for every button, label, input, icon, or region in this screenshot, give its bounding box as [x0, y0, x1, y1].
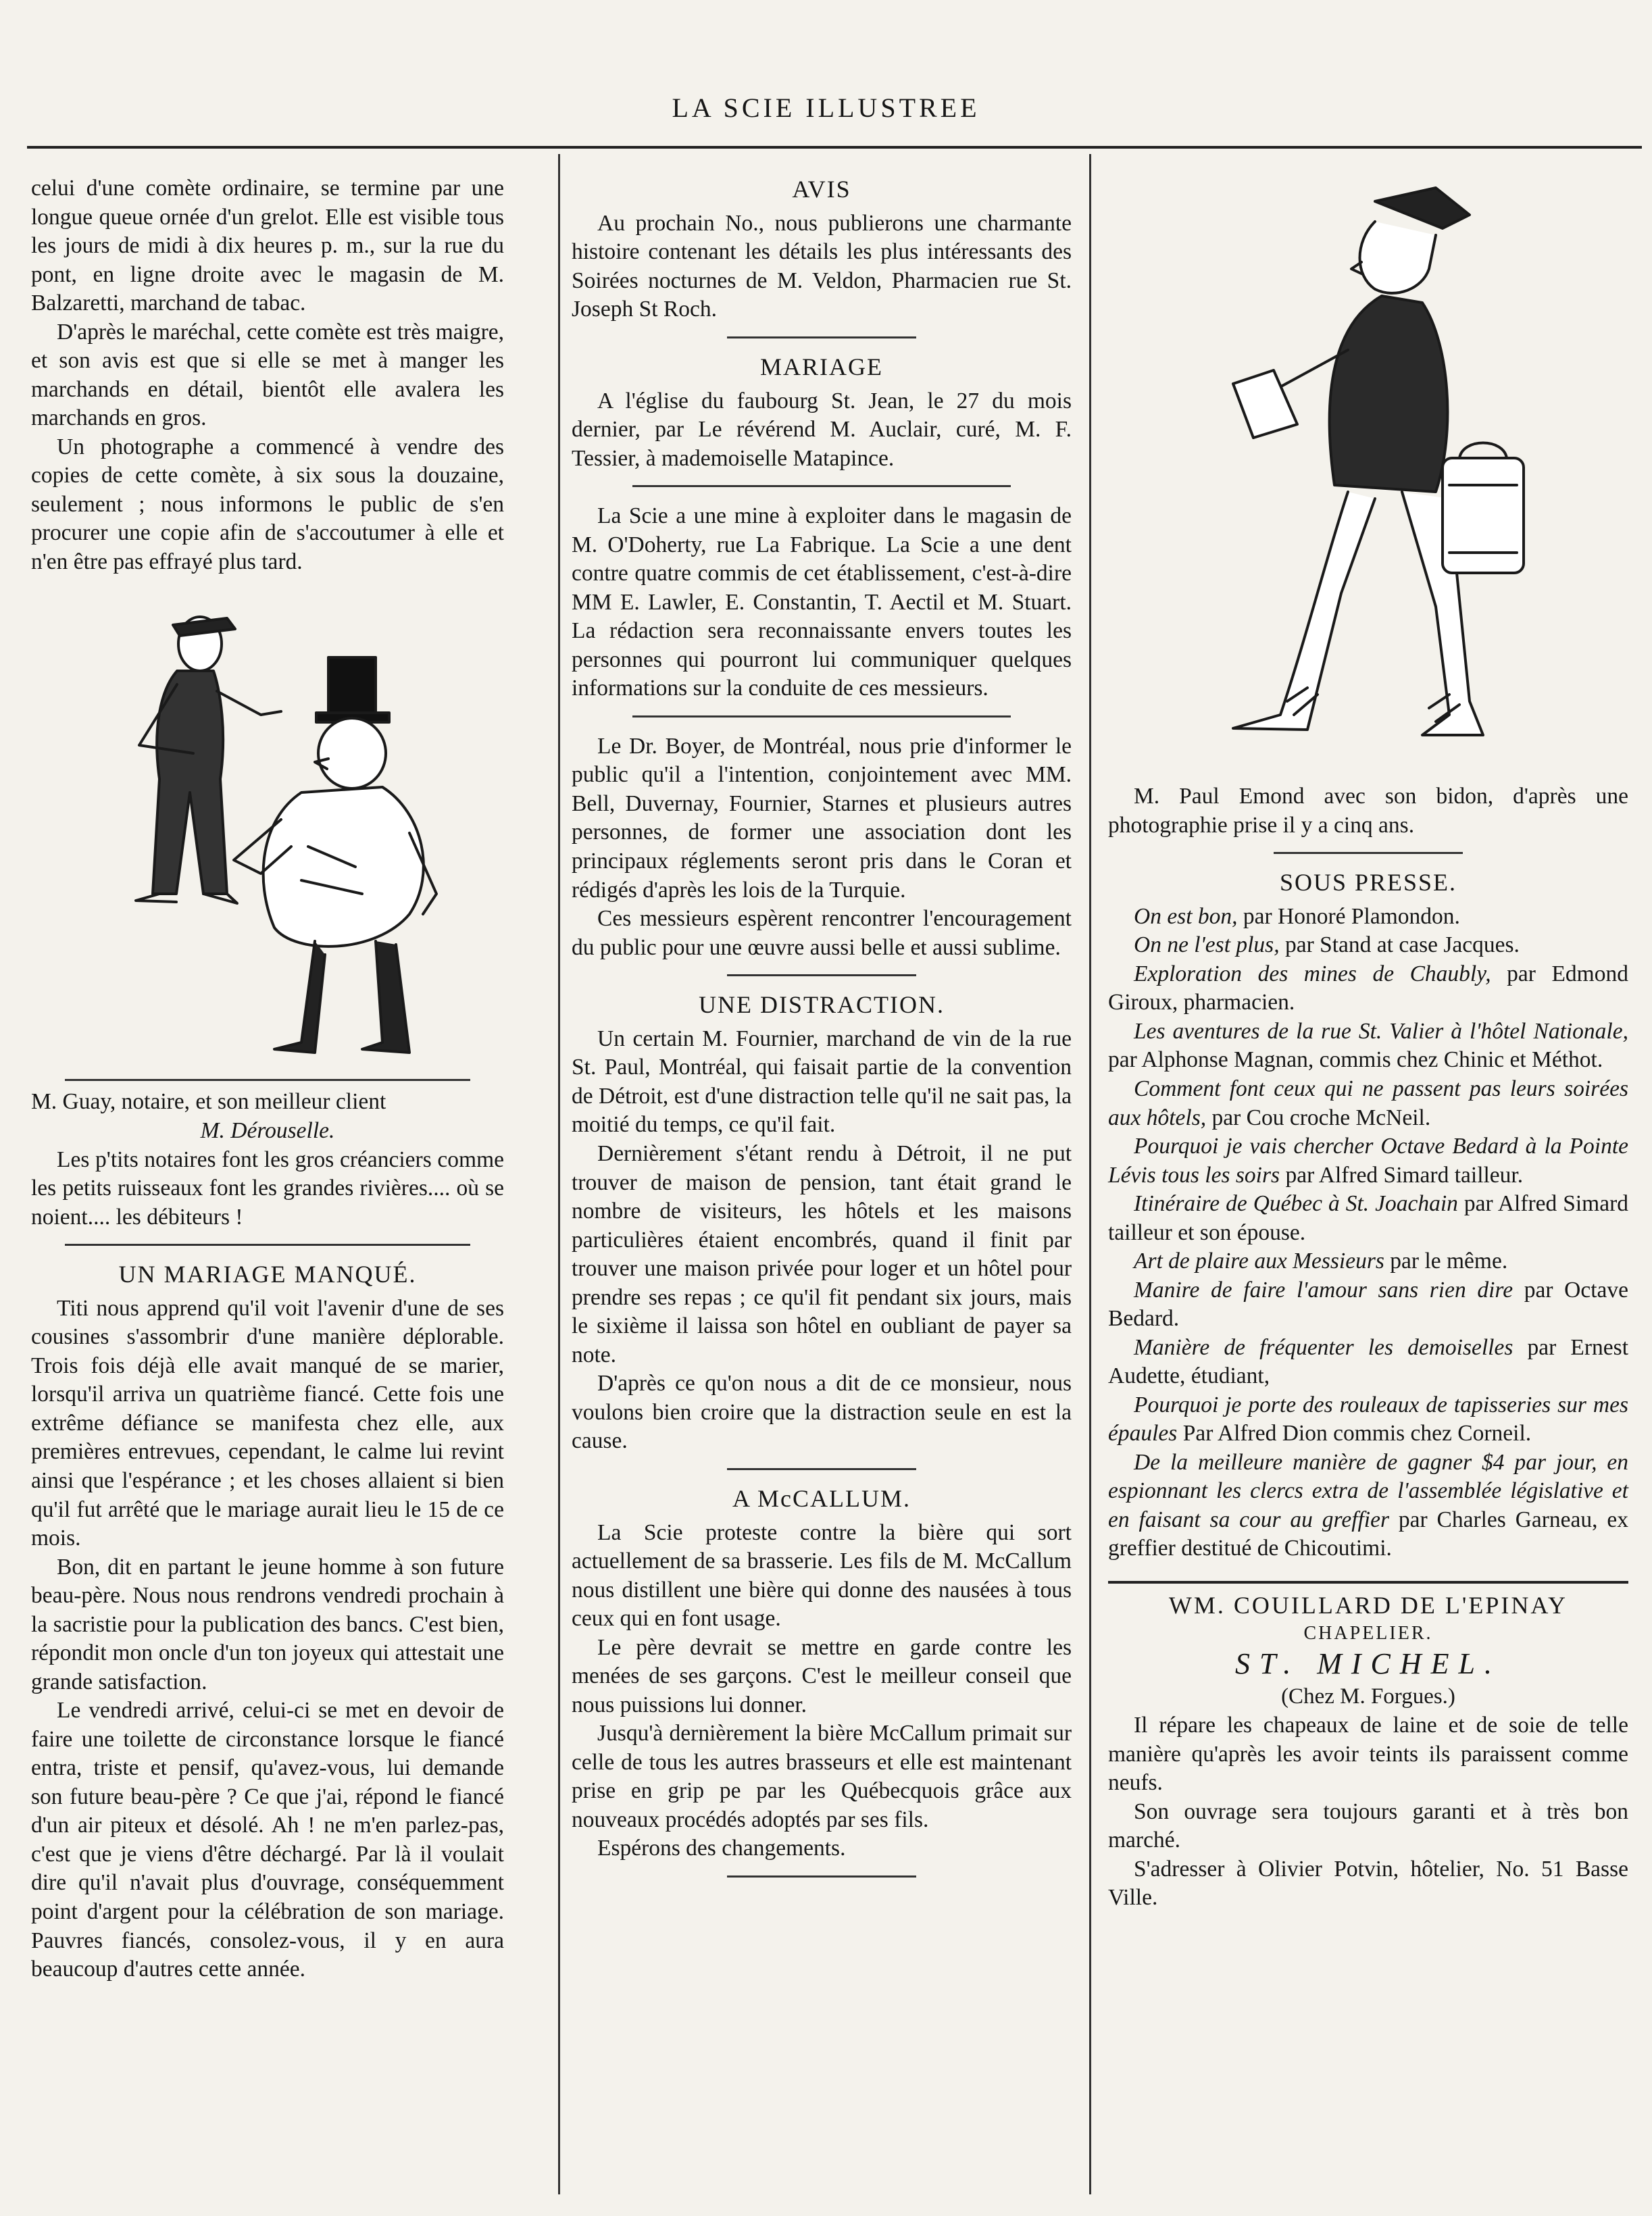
- notary-illustration: [58, 576, 477, 1069]
- boyer-paragraph-2: Ces messieurs espèrent rencontrer l'encouragement du public pour une œuvre aussi belle et aussi sublime.: [572, 906, 1072, 960]
- mariage-paragraph: A l'église du faubourg St. Jean, le 27 du mois dernier, par Le révérend M. Auclair, curé, M. F. Tessier, à mademoiselle Matapince.: [572, 388, 1072, 471]
- mccallum-paragraph-1: La Scie proteste contre la bière qui sort actuellement de sa brasserie. Les fils de M. McCallum nous distillent une bière qui donne des nausées à tous ceux qui en font usage.: [572, 1519, 1072, 1632]
- comet-paragraph-1: celui d'une comète ordinaire, se termine par une longue queue ornée d'un grelot. Elle est visible tous les jours de midi à dix heures p. m., sur la rue du pont, en ligne droite avec le magasin de M. Balzaretti, marchand de tabac.: [31, 176, 504, 316]
- advert-paragraph-3: S'adresser à Olivier Potvin, hôtelier, No. 51 Basse Ville.: [1108, 1856, 1628, 1911]
- distraction-paragraph-1: Un certain M. Fournier, marchand de vin de la rue St. Paul, Montréal, qui faisait partie de la convention de Détroit, est d'une distraction telle qu'il ne sait pas, la moitié du temps, ce qu'il fait.: [572, 1026, 1072, 1138]
- avis-paragraph: Au prochain No., nous publierons une charmante histoire contenant les détails les plus intéressants des Soirées nocturnes de M. Veldon, Pharmacien rue St. Joseph St Roch.: [572, 210, 1072, 322]
- mariage-manque-paragraph-2: Bon, dit en partant le jeune homme à son future beau-père. Nous nous rendrons vendredi prochain à la sacristie pour la publication des bancs. C'est bien, répondit mon oncle d'un ton joyeux qui attestait une grande satisfaction.: [31, 1554, 504, 1694]
- presse-item: Exploration des mines de Chaubly, par Edmond Giroux, pharmacien.: [1108, 961, 1628, 1015]
- presse-item: Manière de fréquenter les demoiselles par Ernest Audette, étudiant,: [1108, 1334, 1629, 1389]
- presse-item: Manire de faire l'amour sans rien dire par Octave Bedard.: [1108, 1277, 1628, 1332]
- mariage-heading: MARIAGE: [760, 353, 883, 380]
- paul-emond-caption: M. Paul Emond avec son bidon, d'après une photographie prise il y a cinq ans.: [1108, 784, 1628, 838]
- column-rule-1: [558, 154, 560, 2194]
- advert-place: ST. MICHEL.: [1235, 1647, 1501, 1681]
- illustration-caption-2: M. Dérouselle.: [200, 1117, 335, 1143]
- section-divider: [727, 1468, 916, 1470]
- section-divider: [632, 715, 1011, 717]
- sous-presse-heading: SOUS PRESSE.: [1279, 869, 1457, 897]
- column-rule-2: [1089, 154, 1091, 2194]
- distraction-heading: UNE DISTRACTION.: [699, 991, 945, 1019]
- advert-paragraph-2: Son ouvrage sera toujours garanti et à très bon marché.: [1108, 1798, 1628, 1853]
- advert-chez: (Chez M. Forgues.): [1281, 1684, 1455, 1709]
- section-divider: [727, 1875, 916, 1878]
- distraction-paragraph-3: D'après ce qu'on nous a dit de ce monsieur, nous voulons bien croire que la distraction seule en est la cause.: [572, 1371, 1072, 1454]
- mccallum-paragraph-3: Jusqu'à dernièrement la bière McCallum primait sur celle de tous les autres brasseurs et elle est maintenant prise en grip pe par les Québecquois grâce aux nouveaux procédés adoptés par ses fils.: [572, 1721, 1072, 1832]
- section-divider: [727, 336, 916, 338]
- mariage-manque-paragraph-1: Titi nous apprend qu'il voit l'avenir d'une de ses cousines s'assombrir d'une manière déplorable. Trois fois déjà elle avait manqué de se marier, lorsqu'il arriva un quatrième fiancé. Cette fois une extrême défiance se manifesta chez elle, aux premières entrevues, cependant, le calme lui revint ainsi que l'espérance ; et les choses allaient si bien qu'il fut arrêté que le mariage aurait lieu le 15 de ce mois.: [31, 1295, 504, 1551]
- advert-rule: [1108, 1581, 1628, 1584]
- mccallum-heading: A McCALLUM.: [732, 1484, 911, 1512]
- header-rule: [27, 146, 1642, 149]
- column-1: [31, 174, 504, 1984]
- section-divider: [727, 974, 916, 976]
- scie-paragraph: La Scie a une mine à exploiter dans le magasin de M. O'Doherty, rue La Fabrique. La Scie a une dent contre quatre commis de cet établissement, c'est-à-dire MM E. Lawler, E. Constantin, T. Aectil et M. Stuart. La rédaction sera reconnaissante envers toutes les personnes qui pourront lui communiquer quelques informations sur la conduite de ces messieurs.: [572, 503, 1072, 701]
- distraction-paragraph-2: Dernièrement s'étant rendu à Détroit, il ne put trouver de maison de pension, tant était grand le nombre de visiteurs, les hôtels et les maisons particulières étaient encombrés, quand il finit par trouver une maison privée pour loger et un hôtel pour prendre ses repas ; ce qu'il fit pendant six jours, mais le sixième il laissa son hôtel en oubliant de payer sa note.: [572, 1140, 1072, 1367]
- presse-item: Itinéraire de Québec à St. Joachain par Alfred Simard tailleur et son épouse.: [1108, 1191, 1628, 1245]
- presse-item: On ne l'est plus, par Stand at case Jacques.: [1134, 932, 1520, 958]
- comet-paragraph-2: D'après le maréchal, cette comète est très maigre, et son avis est que si elle se met à manger les marchands en détail, bientôt elle avalera les marchands en gros.: [31, 319, 504, 431]
- avis-heading: AVIS: [792, 176, 851, 203]
- presse-item: Pourquoi je vais chercher Octave Bedard à la Pointe Lévis tous les soirs par Alfred Simard tailleur.: [1108, 1134, 1628, 1188]
- column-2: [572, 174, 1072, 1891]
- presse-item: Pourquoi je porte des rouleaux de tapisseries sur mes épaules Par Alfred Dion commis chez Corneil.: [1108, 1392, 1628, 1446]
- mariage-manque-heading: UN MARIAGE MANQUÉ.: [118, 1261, 417, 1288]
- presse-item: Les aventures de la rue St. Valier à l'hôtel Nationale, par Alphonse Magnan, commis chez Chinic et Méthot.: [1108, 1018, 1628, 1073]
- mccallum-paragraph-2: Le père devrait se mettre en garde contre les menées de ses garçons. C'est le meilleur conseil que nous puissions lui donner.: [572, 1634, 1072, 1717]
- sous-presse-list: [1108, 903, 1628, 1563]
- notaires-paragraph: Les p'tits notaires font les gros créanciers comme les petits ruisseaux font les grandes rivières.... où se noient.... les débiteurs !: [31, 1147, 504, 1230]
- column-3: [1108, 174, 1628, 1913]
- advert-name: WM. COUILLARD DE L'EPINAY: [1168, 1592, 1568, 1619]
- section-divider: [65, 1244, 470, 1246]
- boyer-paragraph-1: Le Dr. Boyer, de Montréal, nous prie d'informer le public qu'il a l'intention, conjointement avec MM. Bell, Duvernay, Fournier, Starnes et plusieurs autres personnes, de former une association dont les principaux réglements seront pris dans le Coran et rédigés d'après les lois de la Turquie.: [572, 733, 1072, 903]
- illustration-caption-1: M. Guay, notaire, et son meilleur client: [31, 1089, 386, 1115]
- masthead: LA SCIE ILLUSTREE: [672, 93, 980, 123]
- comet-paragraph-3: Un photographe a commencé à vendre des copies de cette comète, à six sous la douzaine, seulement ; nous informons le public de s'en procurer une copie afin de s'accoutumer à elle et n'en être pas effrayé plus tard.: [31, 434, 504, 574]
- paul-emond-illustration: [1152, 174, 1584, 776]
- presse-item: Comment font ceux qui ne passent pas leurs soirées aux hôtels, par Cou croche McNeil.: [1108, 1076, 1628, 1130]
- caption-rule: [65, 1079, 470, 1081]
- advert-paragraph-1: Il répare les chapeaux de laine et de soie de telle manière qu'après les avoir teints ils paraissent comme neufs.: [1108, 1713, 1628, 1796]
- presse-item: Art de plaire aux Messieurs par le même.: [1134, 1249, 1508, 1274]
- presse-item: On est bon, par Honoré Plamondon.: [1134, 903, 1460, 929]
- section-divider: [1274, 852, 1463, 854]
- advert-trade: CHAPELIER.: [1303, 1622, 1433, 1644]
- presse-item: De la meilleure manière de gagner $4 par jour, en espionnant les clercs extra de l'assemblée législative et en faisant sa cour au greffier par Charles Garneau, ex greffier destitué de Chicoutimi.: [1108, 1449, 1628, 1561]
- mccallum-paragraph-4: Espérons des changements.: [597, 1836, 846, 1861]
- mariage-manque-paragraph-3: Le vendredi arrivé, celui-ci se met en devoir de faire une toilette de circonstance lorsque le fiancé entra, triste et pensif, qu'avez-vous, lui demande son future beau-père ? Ce que j'ai, répond le fiancé d'un air piteux et désolé. Ah ! ne m'en parlez-pas, c'est que je viens d'être déchargé. Par là il voulait dire qu'il n'avait plus d'ouvrage, conséquemment point d'argent pour la célébration de son mariage. Pauvres fiancés, consolez-vous, il y en aura beaucoup d'autres cette année.: [31, 1698, 504, 1982]
- section-divider: [632, 485, 1011, 487]
